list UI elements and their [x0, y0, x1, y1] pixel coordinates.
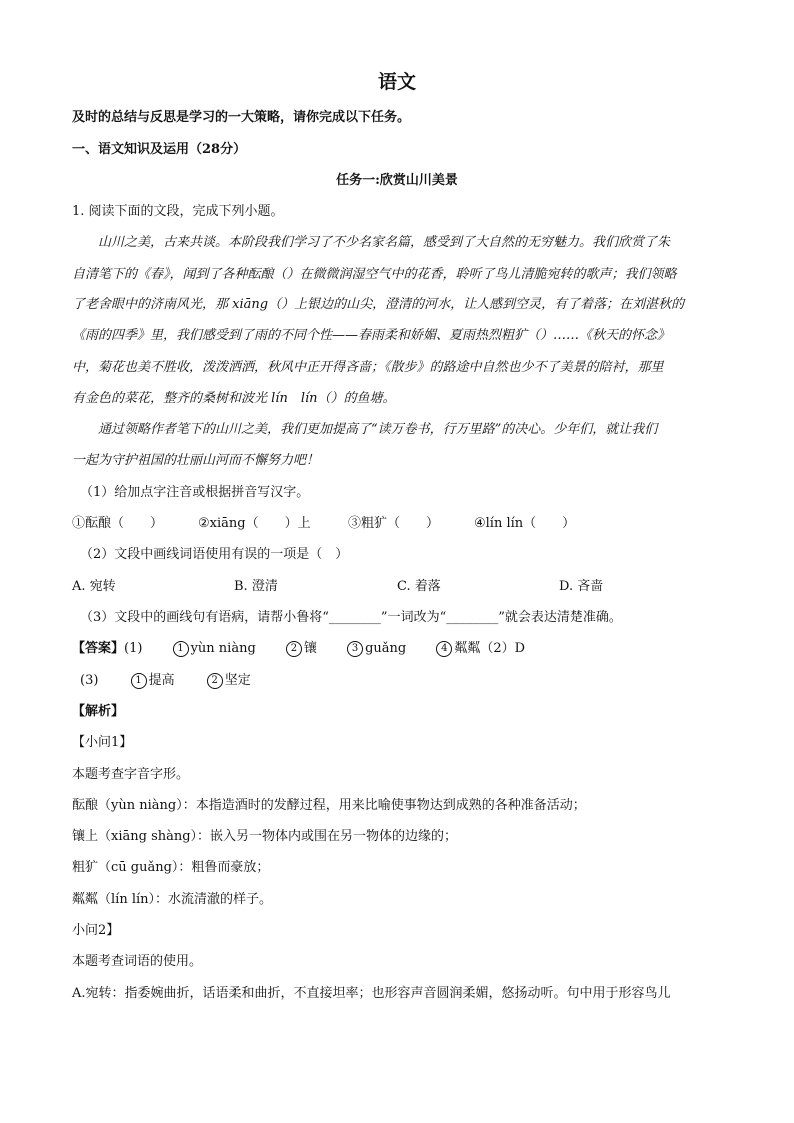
task-heading: 任务一:欣赏山川美景: [336, 173, 458, 188]
sub-question-3: （3）文段中的画线句有语病，请帮小鲁将“________”一词改为“________”就会表达清楚准确。: [80, 610, 622, 625]
sub2-option: B. 澄清: [234, 579, 278, 594]
passage-line-1: 山川之美，古来共谈。本阶段我们学习了不少名家名篇，感受到了大自然的无穷魅力。我们欣赏了朱: [98, 235, 671, 250]
sub-question-label-2: 小问2】: [72, 923, 120, 938]
sub-question-2: （2）文段中画线词语使用有误的一项是（ ）: [80, 547, 349, 562]
sub1-option: ④lín lín（ ）: [474, 516, 576, 531]
answer-line-1: [72, 639, 724, 659]
passage-line-3: 了老舍眼中的济南风光，那 xiāng（）上银边的山尖，澄清的河水，让人感到空灵，有了着落；在刘湛秋的: [72, 297, 685, 312]
circled-number: 1: [131, 673, 147, 689]
sub1-option: ③粗犷（ ）: [348, 516, 440, 531]
passage-line-7: 通过领略作者笔下的山川之美，我们更加提高了“读万卷书，行万里路”的决心。少年们，就让我们: [98, 422, 658, 437]
circled-number: 2: [286, 641, 302, 657]
passage-line-2: 自清笔下的《春》，闻到了各种酝酿（）在微微润湿空气中的花香，聆听了鸟儿清脆宛转的歌声；我们领略: [72, 267, 677, 282]
sub-question-label-1: 【小问1】: [72, 735, 133, 750]
sub1-options: [72, 514, 724, 534]
answer-part: 坚定: [224, 673, 251, 688]
page-title: 语文: [377, 71, 416, 93]
answer-part: yùn niàng: [190, 641, 256, 656]
question-1: 1. 阅读下面的文段，完成下列小题。: [72, 204, 284, 219]
definition-line: 酝酿（yùn niàng）：本指造酒时的发酵过程，用来比喻使事物达到成熟的各种准备活动；: [72, 798, 586, 813]
circled-number: 1: [173, 641, 189, 657]
sub2-options: [72, 577, 724, 597]
passage-line-4: 《雨的四季》里，我们感受到了雨的不同个性——春雨柔和娇媚、夏雨热烈粗犷（）……《秋天的怀念》: [72, 328, 671, 343]
answer-part: guǎng: [365, 641, 407, 656]
option-a-explanation: A.宛转：指委婉曲折，话语柔和曲折，不直接坦率；也形容声音圆润柔媚，悠扬动听。句中用于形容鸟儿: [72, 986, 671, 1001]
answer-label: 【答案】: [72, 641, 125, 656]
passage-line-6: 有金色的菜花，整齐的桑树和波光 lín lín（）的鱼塘。: [72, 391, 396, 406]
sub2-option: C. 着落: [397, 579, 441, 594]
answer-line-2: [80, 671, 724, 691]
definition-line: 镶上（xiāng shàng）：嵌入另一物体内或围在另一物体的边缘的；: [72, 829, 458, 844]
answer-part: 提高: [148, 673, 175, 688]
answer-part: 粼粼（2）D: [454, 641, 526, 656]
definition-line: 粼粼（lín lín）：水流清澈的样子。: [72, 892, 273, 907]
definition-line: 粗犷（cū guǎng）：粗鲁而豪放；: [72, 860, 270, 875]
circled-number: 4: [436, 641, 452, 657]
sub-question-intro-2: 本题考查词语的使用。: [72, 954, 203, 969]
circled-number: 2: [207, 673, 223, 689]
passage-line-5: 中，菊花也美不胜收，泼泼洒洒，秋风中正开得吝啬；《散步》的路途中自然也少不了美景的陪衬，那里: [72, 360, 664, 375]
sub-question-intro-1: 本题考查字音字形。: [72, 767, 190, 782]
answer-part: 镶: [303, 641, 317, 656]
sub2-option: D. 吝啬: [559, 579, 604, 594]
answer-part: (3): [80, 673, 99, 688]
circled-number: 3: [347, 641, 363, 657]
sub-question-1: （1）给加点字注音或根据拼音写汉字。: [80, 485, 310, 500]
sub1-option: ①酝酿（ ）: [72, 516, 164, 531]
answer-part: (1): [124, 641, 143, 656]
passage-line-8: 一起为守护祖国的壮丽山河而不懈努力吧！: [72, 453, 320, 468]
section-heading: 一、语文知识及运用（28分）: [72, 142, 247, 157]
analysis-label: 【解析】: [72, 704, 125, 719]
intro-line: 及时的总结与反思是学习的一大策略，请你完成以下任务。: [72, 110, 411, 125]
sub2-option: A. 宛转: [72, 579, 116, 594]
sub1-option: ②xiāng（ ）上: [198, 516, 311, 531]
